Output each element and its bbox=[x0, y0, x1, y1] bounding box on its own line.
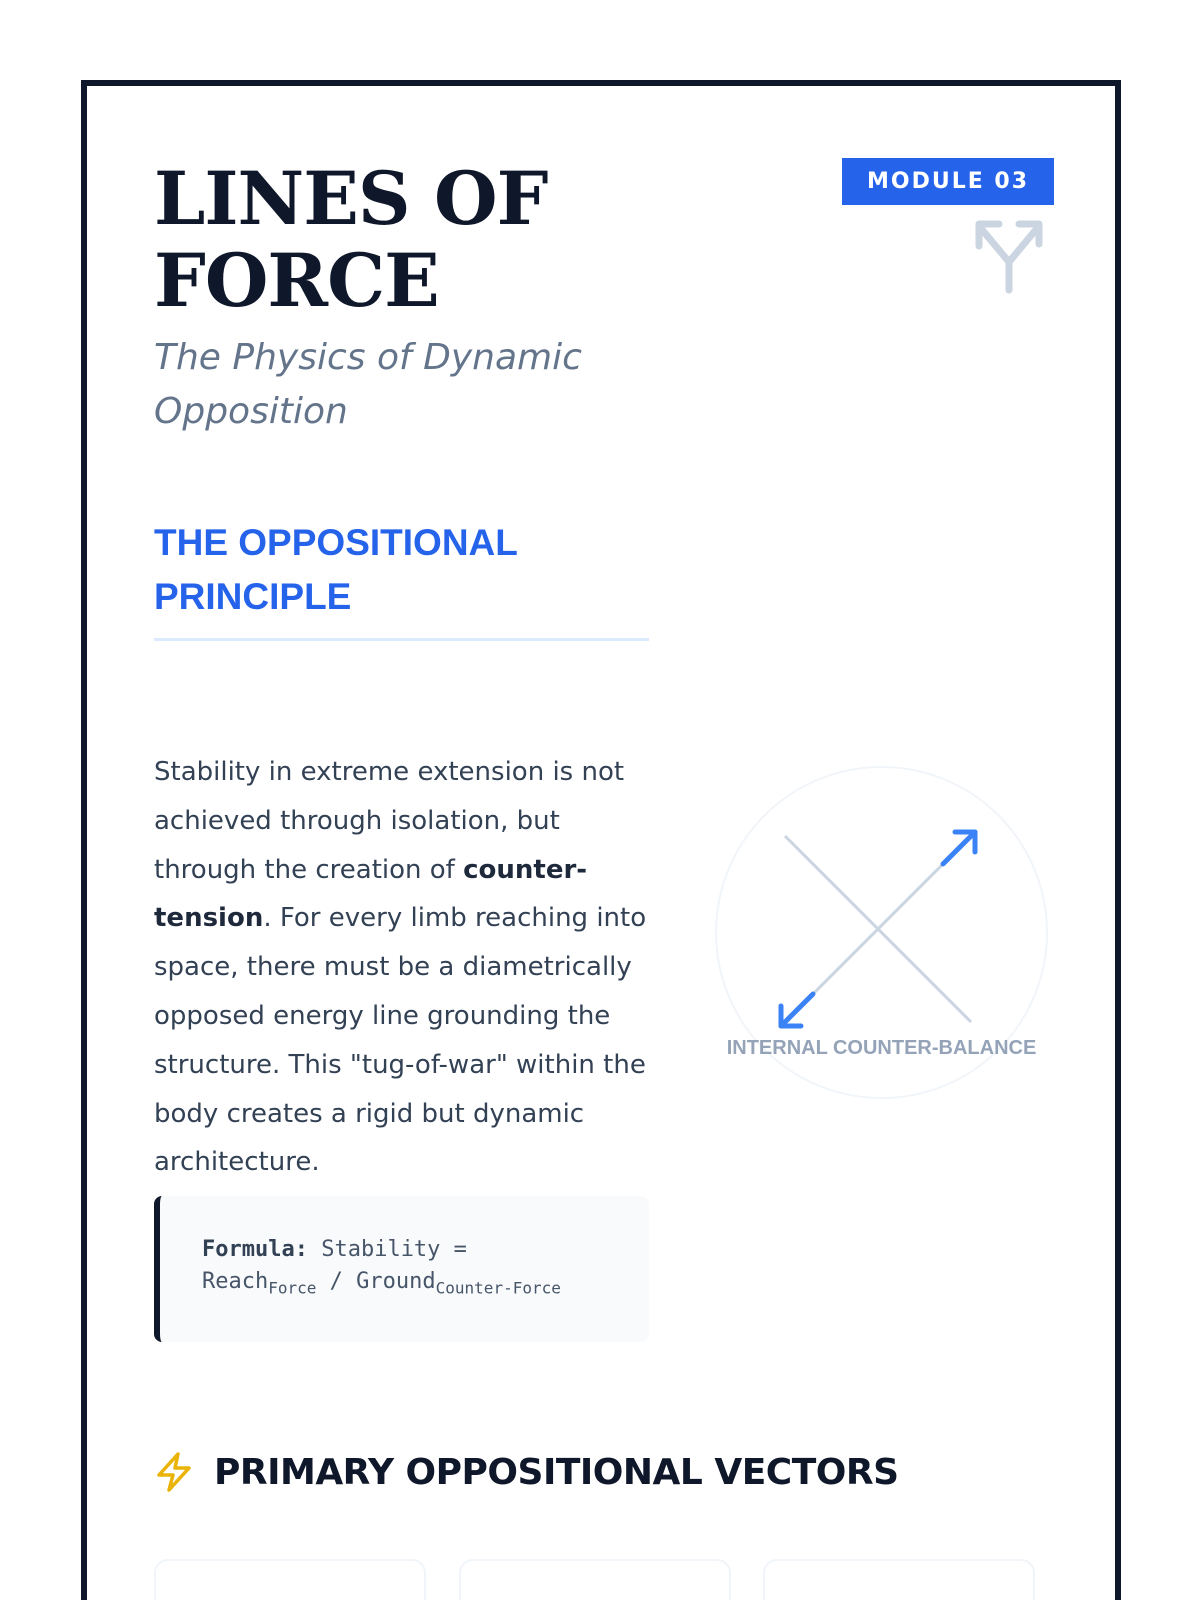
module-frame bbox=[81, 80, 1121, 1600]
page-title bbox=[154, 158, 547, 322]
formula-label: Formula: bbox=[202, 1237, 308, 1262]
vectors-title: PRIMARY OPPOSITIONAL VECTORS bbox=[214, 1451, 899, 1493]
vector-card-1 bbox=[154, 1559, 426, 1600]
formula-callout bbox=[154, 1196, 649, 1342]
paragraph-text-end: . For every limb reaching into space, there must be a diametrically opposed energy line grounding the structure. This "tug-of-war" within the body creates a rigid but dynamic architecture. bbox=[154, 903, 647, 1178]
arrow-up-right-icon bbox=[943, 832, 975, 864]
vector-card-2 bbox=[459, 1559, 731, 1600]
arrow-down-left-icon bbox=[781, 994, 813, 1026]
formula-reach: Reach bbox=[202, 1269, 269, 1294]
vectors-heading bbox=[154, 1451, 899, 1493]
title-line-1: LINES OF bbox=[154, 156, 548, 242]
paragraph-emphasis: counter-tension bbox=[154, 854, 588, 934]
diagram-label: INTERNAL COUNTER-BALANCE bbox=[726, 1037, 1037, 1059]
title-line-2: FORCE bbox=[154, 238, 439, 324]
section-heading-principle: THE OPPOSITIONAL PRINCIPLE bbox=[154, 516, 649, 641]
vector-cards bbox=[154, 1559, 1054, 1600]
module-badge: MODULE 03 bbox=[842, 158, 1054, 205]
formula-reach-sub: Force bbox=[268, 1278, 317, 1298]
vector-card-3 bbox=[763, 1559, 1035, 1600]
formula-ground-sub: Counter-Force bbox=[435, 1278, 561, 1298]
formula-divider: / bbox=[329, 1269, 343, 1294]
lightning-bolt-icon bbox=[154, 1451, 194, 1493]
formula-lhs: Stability = bbox=[321, 1237, 467, 1262]
page-subtitle: The Physics of Dynamic Opposition bbox=[154, 337, 582, 432]
principle-paragraph bbox=[154, 748, 654, 1187]
counter-balance-diagram bbox=[715, 766, 1055, 1106]
paragraph-text-start: Stability in extreme extension is not achieved through isolation, but through the creation of bbox=[154, 757, 625, 885]
formula-ground: Ground bbox=[356, 1269, 436, 1294]
split-arrows-icon bbox=[971, 216, 1047, 294]
